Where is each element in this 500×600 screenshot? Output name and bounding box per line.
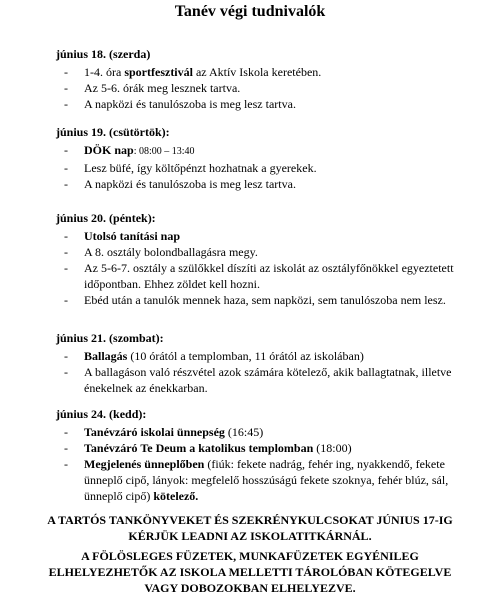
item-text: A ballagáson való részvétel azok számára kötelező, akik ballagtatnak, illetve énekelnek az énekkarban. — [84, 365, 452, 395]
bold-text: Tanévzáró Te Deum a katolikus templomban — [84, 441, 314, 455]
day-heading: június 24. (kedd): — [56, 407, 147, 421]
list-item — [84, 64, 454, 80]
notice-notebooks: A FÖLÖSLEGES FÜZETEK, MUNKAFÜZETEK EGYÉNILEG ELHELYEZHETŐK AZ ISKOLA MELLETTI TÁROLÓBAN KÖTEGELVE VAGY DOBOZOKBAN ELHELYEZVE. — [48, 549, 452, 595]
item-text: Lesz büfé, így költőpénzt hozhatnak a gyerekek. — [84, 161, 317, 175]
list-item — [84, 244, 454, 260]
list-item — [84, 456, 454, 504]
day-heading: június 18. (szerda) — [56, 47, 151, 61]
item-list — [0, 142, 500, 192]
item-list — [0, 228, 500, 308]
bold-text: kötelező. — [153, 489, 199, 503]
day-heading: június 21. (szombat): — [56, 331, 164, 345]
page-title: Tanév végi tudnivalók — [174, 3, 326, 20]
list-item — [84, 228, 454, 244]
bold-text: Utolsó tanítási nap — [84, 229, 181, 243]
item-text: A napközi és tanulószoba is meg lesz tartva. — [84, 97, 296, 111]
section-june-21 — [0, 330, 500, 396]
item-text: A napközi és tanulószoba is meg lesz tartva. — [84, 177, 296, 191]
list-item — [84, 364, 454, 396]
bold-text: Ballagás — [84, 349, 128, 363]
item-text: 1-4. óra — [84, 65, 125, 79]
item-list — [0, 424, 500, 504]
list-item — [84, 440, 454, 456]
list-item — [84, 160, 454, 176]
section-june-19 — [0, 124, 500, 192]
list-item — [84, 96, 454, 112]
list-item — [84, 292, 454, 308]
item-text: : 08:00 – 13:40 — [133, 146, 195, 157]
list-item — [84, 348, 454, 364]
section-june-20 — [0, 210, 500, 308]
notice-textbooks: A TARTÓS TANKÖNYVEKET ÉS SZEKRÉNYKULCSOKAT JÚNIUS 17-IG KÉRJÜK LEADNI AZ ISKOLATITKÁRNÁL. — [47, 513, 453, 543]
section-june-18 — [0, 46, 500, 112]
bold-text: sportfesztivál — [124, 65, 193, 79]
item-text: Az 5-6. órák meg lesznek tartva. — [84, 81, 241, 95]
section-june-24 — [0, 406, 500, 504]
item-text: (fiúk: fekete nadrág, fehér ing, nyakkendő, fekete ünneplő cipő, lányok: megfelelő hosszúságú fekete szoknya, fehér blúz, sál, ünneplő cipő) — [84, 457, 449, 503]
item-text: Az 5-6-7. osztály a szülőkkel díszíti az iskolát az osztályfőnökkel egyeztetett időpontban. Ehhez zöldet kell hozni. — [84, 261, 454, 291]
bold-text: DÖK nap — [84, 143, 134, 157]
item-text: (10 órától a templomban, 11 órától az iskolában) — [127, 349, 364, 363]
list-item — [84, 80, 454, 96]
item-text: (18:00) — [313, 441, 352, 455]
item-text: az Aktív Iskola keretében. — [192, 65, 322, 79]
item-list — [0, 348, 500, 396]
item-text: Ebéd után a tanulók mennek haza, sem napközi, sem tanulószoba nem lesz. — [84, 293, 446, 307]
list-item — [84, 176, 454, 192]
list-item — [84, 424, 454, 440]
item-text: (16:45) — [224, 425, 264, 439]
list-item — [84, 260, 454, 292]
item-list — [0, 64, 500, 112]
bold-text: Megjelenés ünneplőben — [84, 457, 205, 471]
day-heading: június 19. (csütörtök): — [56, 125, 170, 139]
item-text: A 8. osztály bolondballagásra megy. — [84, 245, 258, 259]
bold-text: Tanévzáró iskolai ünnepség — [84, 425, 225, 439]
list-item — [84, 142, 454, 160]
day-heading: június 20. (péntek): — [56, 211, 156, 225]
